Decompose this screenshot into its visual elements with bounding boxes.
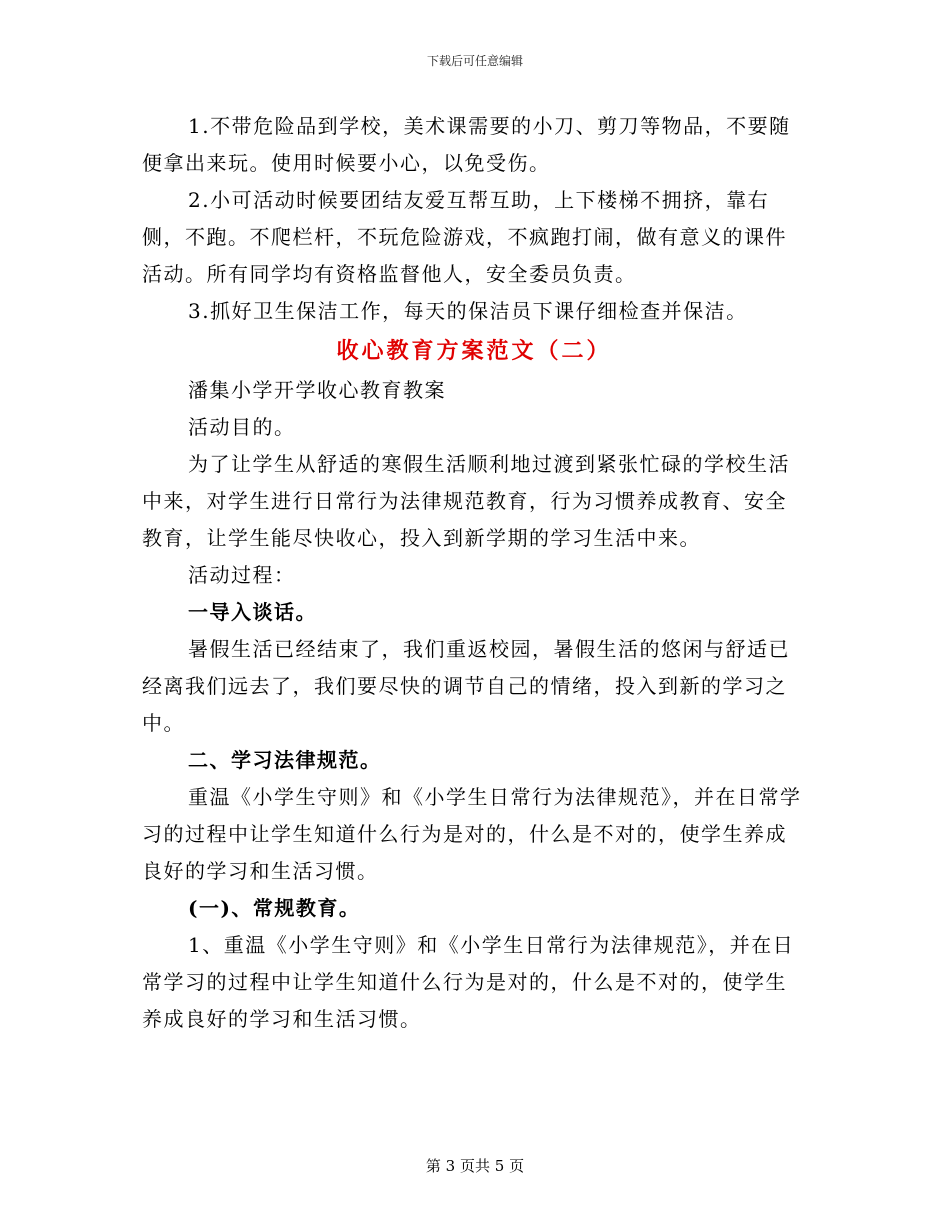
subheading: 一导入谈话。 bbox=[188, 600, 317, 624]
paragraph: 活动过程： bbox=[188, 563, 296, 587]
paragraph: 活动目的。 bbox=[188, 415, 296, 439]
paragraph: 暑假生活已经结束了，我们重返校园，暑假生活的悠闲与舒适已经离我们远去了，我们要尽快的调节自己的情绪，投入到新的学习之中。 bbox=[142, 637, 790, 735]
paragraph: 1.不带危险品到学校，美术课需要的小刀、剪刀等物品，不要随便拿出来玩。使用时候要小心，以免受伤。 bbox=[142, 114, 791, 175]
page-footer: 第 3 页共 5 页 bbox=[425, 1157, 525, 1175]
paragraph: 2.小可活动时候要团结友爱互帮互助，上下楼梯不拥挤，靠右侧，不跑。不爬栏杆，不玩危险游戏，不疯跑打闹，做有意义的课件活动。所有同学均有资格监督他人，安全委员负责。 bbox=[142, 188, 787, 286]
paragraph: 1、重温《小学生守则》和《小学生日常行为法律规范》，并在日常学习的过程中让学生知道什么行为是对的，什么是不对的，使学生养成良好的学习和生活习惯。 bbox=[142, 933, 795, 1031]
section-title: 收心教育方案范文（二） bbox=[336, 338, 612, 364]
subheading: 二、学习法律规范。 bbox=[188, 748, 382, 772]
paragraph: 潘集小学开学收心教育教案 bbox=[188, 378, 446, 402]
paragraph: 3.抓好卫生保洁工作，每天的保洁员下课仔细检查并保洁。 bbox=[188, 299, 748, 323]
paragraph: 为了让学生从舒适的寒假生活顺利地过渡到紧张忙碌的学校生活中来，对学生进行日常行为法律规范教育，行为习惯养成教育、安全教育，让学生能尽快收心，投入到新学期的学习生活中来。 bbox=[142, 452, 790, 550]
page-header: 下载后可任意编辑 bbox=[426, 54, 523, 68]
document-body bbox=[142, 108, 806, 1038]
paragraph: 重温《小学生守则》和《小学生日常行为法律规范》，并在日常学习的过程中让学生知道什么行为是对的，什么是不对的，使学生养成良好的学习和生活习惯。 bbox=[142, 785, 802, 883]
subheading: (一)、常规教育。 bbox=[188, 896, 361, 920]
